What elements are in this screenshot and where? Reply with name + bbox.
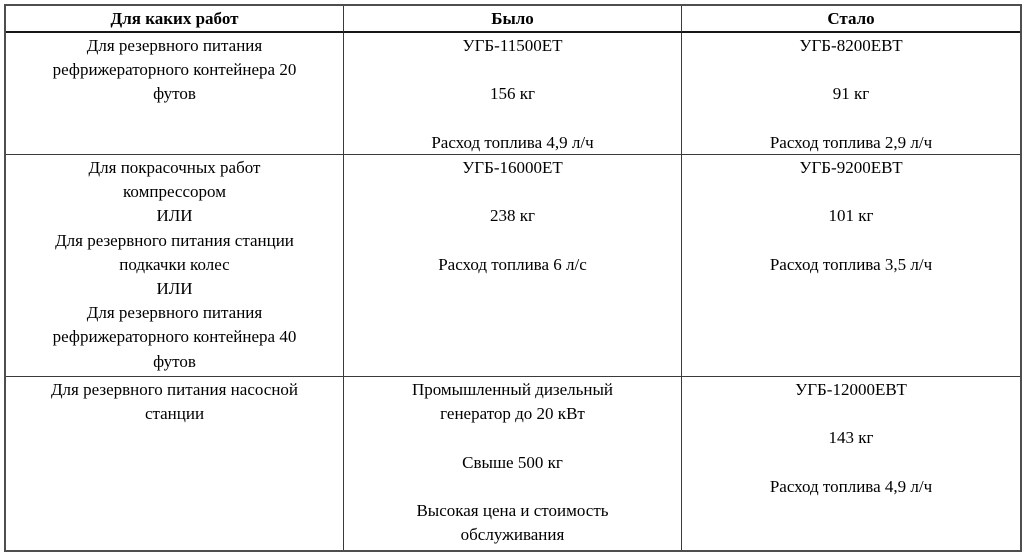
cell-text-line: Для резервного питания насосной [50,380,299,399]
cell-text-line [684,229,1018,253]
cell-text-line [684,180,1018,204]
cell-text-line: генератор до 20 кВт [440,404,585,424]
cell-text-line: 101 кг [828,206,874,226]
cell-text-line: Свыше 500 кг [462,452,563,472]
cell-text-line [346,475,679,499]
cell-text-line: станции [144,404,205,424]
cell-text-line: 143 кг [828,428,874,448]
cell-text-line: рефрижераторного контейнера 20 [52,60,297,80]
cell-row1-before [344,33,682,155]
cell-text-line [684,58,1018,82]
cell-text-line: футов [153,351,196,371]
cell-text-line: компрессором [123,182,226,202]
cell-text-line: Расход топлива 6 л/с [438,254,587,274]
cell-text-line: рефрижераторного контейнера 40 [52,327,297,347]
cell-row3-works [6,377,344,550]
cell-text-line: Для резервного питания [86,36,263,55]
cell-text-line [346,180,679,204]
cell-text-line: УГБ-8200ЕВТ [799,36,903,55]
cell-text-line: обслуживания [460,525,565,545]
header-cell-after [682,6,1020,33]
cell-text-line: Высокая цена и стоимость [416,500,609,520]
cell-text-line: Расход топлива 4,9 л/ч [769,476,933,496]
header-label-before: Было [491,8,534,28]
cell-text-line: 238 кг [490,206,535,226]
cell-text-line: Расход топлива 4,9 л/ч [431,132,594,152]
header-cell-works [6,6,344,33]
cell-text-line: 91 кг [832,84,870,104]
header-label-works: Для каких работ [110,8,239,28]
cell-text-line: Для покрасочных работ [88,158,261,177]
cell-row2-before [344,155,682,377]
cell-row3-before [344,377,682,550]
cell-text-line: УГБ-12000ЕВТ [795,380,907,399]
cell-row1-after [682,33,1020,155]
cell-text-line: Расход топлива 2,9 л/ч [769,132,933,152]
cell-text-line [346,58,679,82]
cell-text-line: футов [153,84,196,104]
cell-text-line: 156 кг [490,84,535,104]
cell-text-line: Расход топлива 3,5 л/ч [769,254,933,274]
cell-row1-works [6,33,344,155]
cell-text-line [684,402,1018,426]
cell-text-line: УГБ-9200ЕВТ [799,158,903,177]
cell-text-line: подкачки колес [119,254,230,274]
cell-text-line: ИЛИ [156,206,193,226]
cell-text-line: УГБ-11500ЕТ [462,36,563,55]
cell-text-line: Для резервного питания станции [55,230,294,250]
header-label-after: Стало [827,8,875,28]
header-cell-before [344,6,682,33]
cell-row3-after [682,377,1020,550]
cell-text-line: Промышленный дизельный [411,380,614,399]
cell-text-line: Для резервного питания [86,303,263,323]
cell-text-line: ИЛИ [156,279,193,299]
cell-text-line: УГБ-16000ЕТ [462,158,563,177]
comparison-table [4,4,1022,552]
cell-text-line [346,107,679,131]
cell-text-line [346,426,679,450]
cell-row2-works [6,155,344,377]
cell-text-line [684,451,1018,475]
cell-row2-after [682,155,1020,377]
cell-text-line [346,229,679,253]
cell-text-line [684,107,1018,131]
